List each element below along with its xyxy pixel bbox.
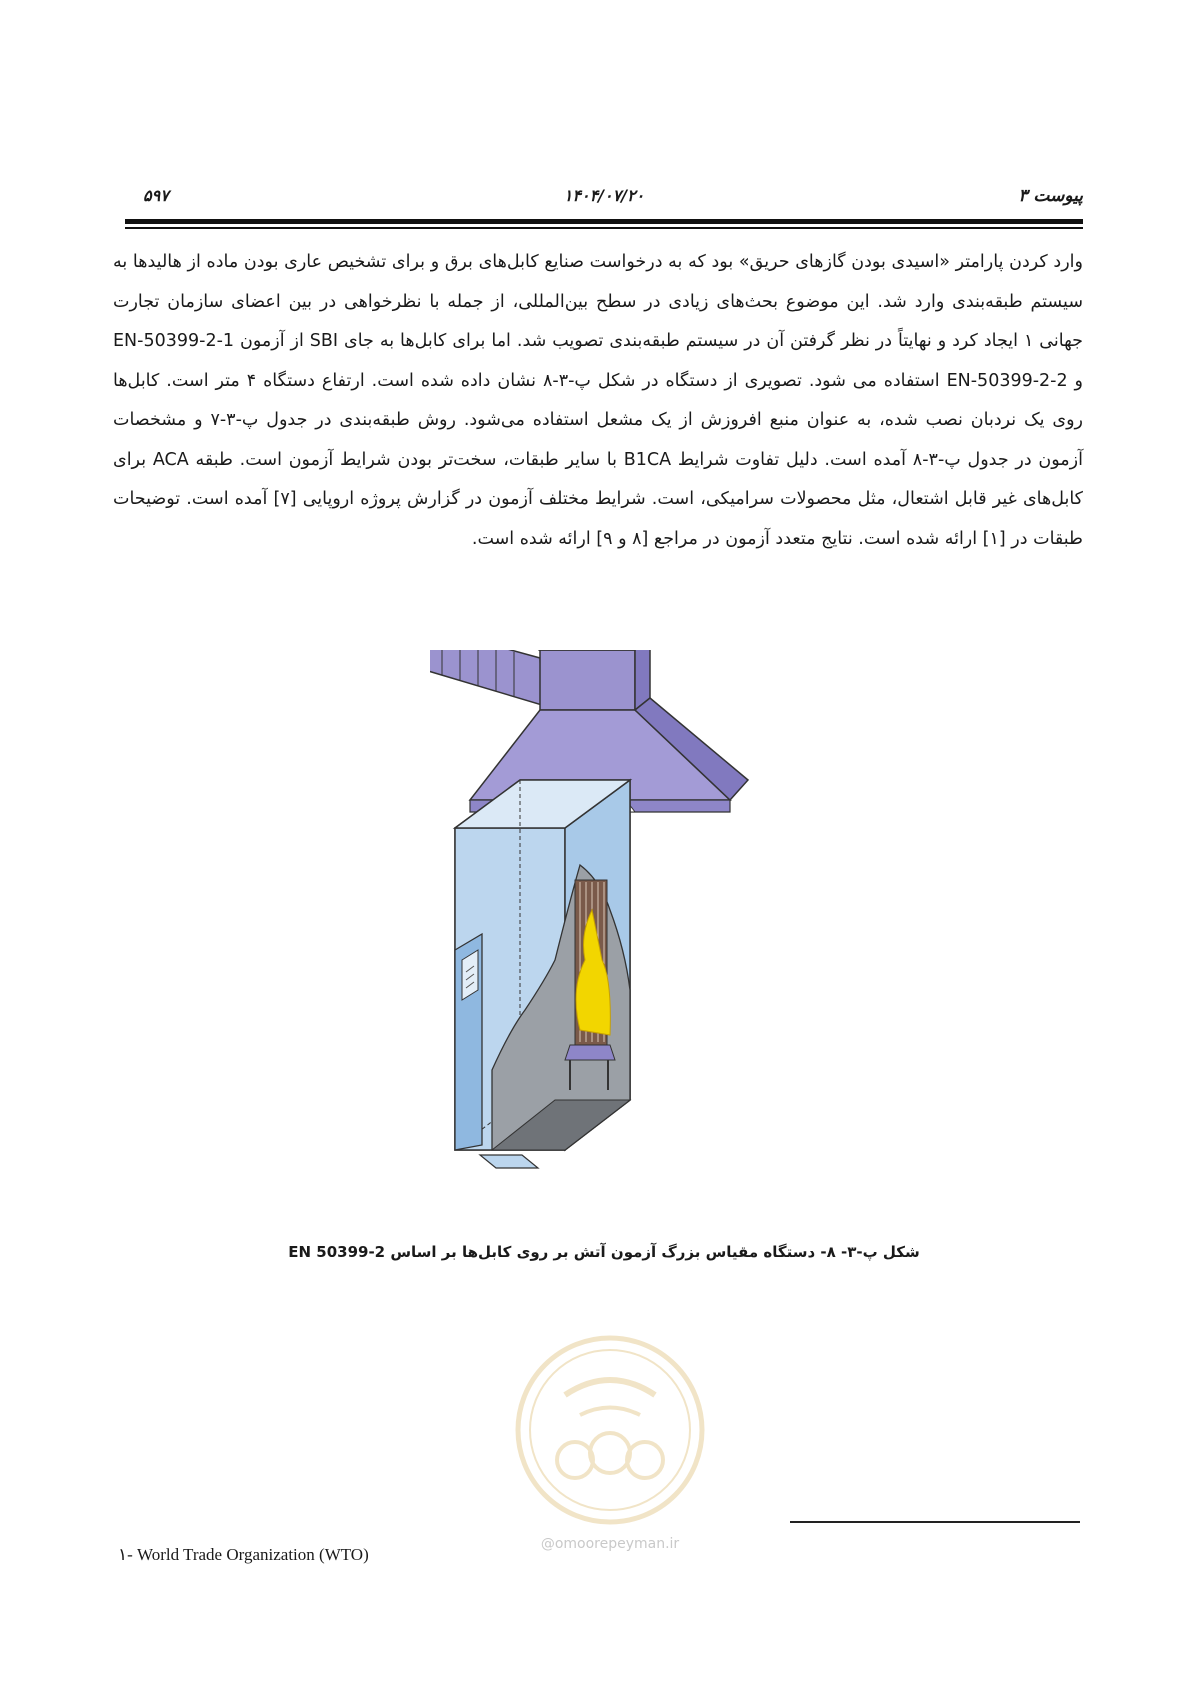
header-section: پیوست ۳ [1018, 186, 1083, 206]
footnote: ۱- World Trade Organization (WTO) [118, 1545, 369, 1564]
chamber-door [455, 934, 482, 1150]
watermark-url: @omoorepeyman.ir [540, 1536, 680, 1552]
body-text [113, 243, 1083, 559]
header-rule-thin [125, 227, 1083, 229]
footnote-rule [790, 1521, 1080, 1523]
header-date: ۱۴۰۴/۰۷/۲۰ [563, 186, 645, 205]
page-number: ۵۹۷ [143, 186, 169, 205]
fire-test-apparatus-figure [430, 650, 780, 1210]
chamber-base-tray [480, 1155, 538, 1168]
page-header [125, 180, 1083, 210]
seal-icon [505, 1325, 715, 1535]
body-paragraph: وارد کردن پارامتر «اسیدی بودن گازهای حریق» بود که به درخواست صنایع کابل‌های برق و برای تشخیص عاری بودن ماده از هالیدها به سیستم طبقه‌بندی وارد شد. این موضوع بحث‌های زیادی در سطح بین‌المللی، از جمله با نظرخواهی در بین اعضای سازمان تجارت جهانی ۱ ایجاد کرد و نهایتاً در نظر گرفتن آن در سیستم طبقه‌بندی تصویب شد. اما برای کابل‌ها به جای SBI از آزمون EN-50399-2-1 و EN-50399-2-2 استفاده می شود. تصویری از دستگاه در شکل پ-۳-۸ نشان داده شده است. ارتفاع دستگاه ۴ متر است. کابل‌ها روی یک نردبان نصب شده، به عنوان منبع افروزش از یک مشعل استفاده می‌شود. روش طبقه‌بندی در جدول پ-۳-۷ و مشخصات آزمون در جدول پ-۳-۸ آمده است. دلیل تفاوت شرایط B1CA با سایر طبقات، سخت‌تر بودن شرایط آزمون است. طبقه ACA برای کابل‌های غیر قابل اشتعال، مثل محصولات سرامیکی، است. شرایط مختلف آزمون در گزارش پروژه اروپایی [۷] آمده است. توضیحات طبقات در [۱] ارائه شده است. نتایج متعدد آزمون در مراجع [۸ و ۹] ارائه شده است. [113, 252, 1084, 549]
exhaust-duct [430, 650, 542, 705]
figure-caption: شکل پ-۳- ۸- دستگاه مقیاس بزرگ آزمون آتش بر روی کابل‌ها بر اساس EN 50399-2 [288, 1243, 920, 1261]
apparatus-illustration [430, 650, 780, 1210]
header-rule-thick [125, 219, 1083, 224]
watermark-logo [505, 1325, 715, 1535]
